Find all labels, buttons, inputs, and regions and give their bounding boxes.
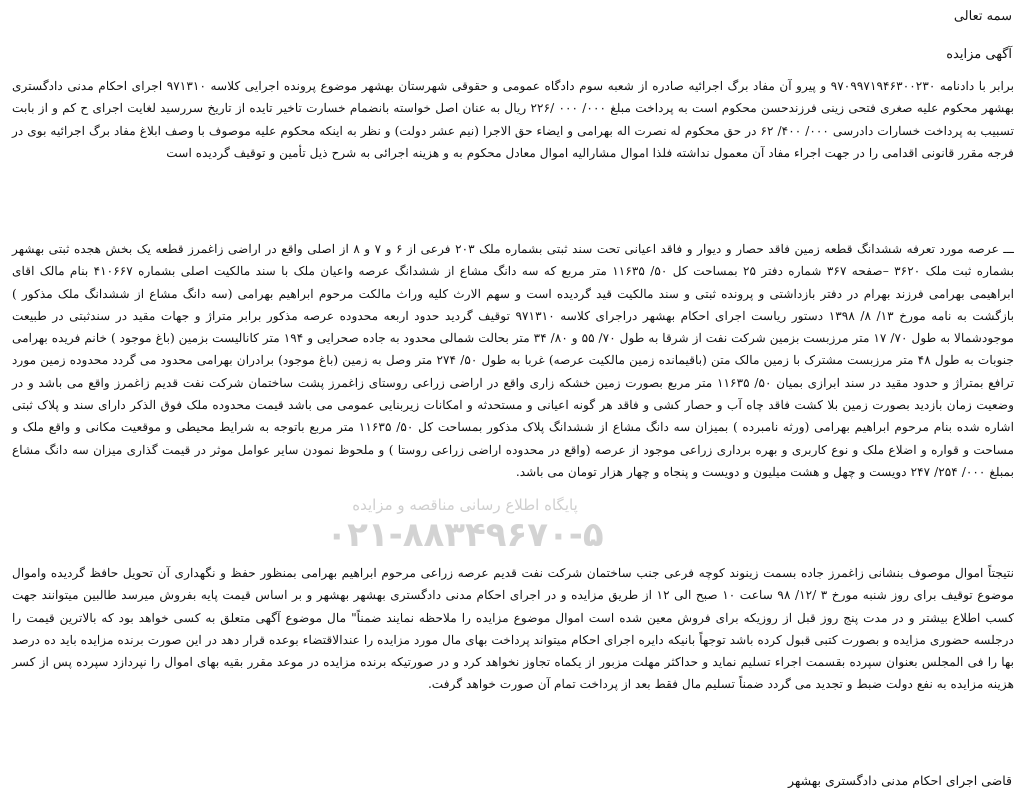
paragraph-judgment: برابر با دادنامه ۹۷۰۹۹۷۱۹۴۶۳۰۰۲۳۰ و پیرو آن مفاد برگ اجرائیه صادره از شعبه سوم دادگاه عمومی و حقوقی شهرستان بهشهر موضوع پرونده اجرایی کلاسه ۹۷۱۳۱۰ اجرای احکام مدنی دادگستری بهشهر محکوم علیه صغری فتحی زینی فرزندحسن محکوم است به پرداخت مبلغ ۰۰۰/ ۰۰۰ /۲۲۶ ریال به عنان اصل خواسته بانضمام خسارت تاخیر تایده از تاریخ سررسید لغایت اجرای ح کم و از بابت تسبیب به پرداخت خسارات دادرسی ۰۰۰/ ۴۰۰/ ۶۲ در حق محکوم له نصرت اله بهرامی و ایضاء حق الاجرا (نیم عشر دولت) و نظر به اینکه محکوم علیه موصوف با وصف ابلاغ مفاد برگ اجرائیه بوی در فرجه مقرر قانونی اقدامی را در جهت اجراء مفاد آن معمول نداشته فلذا اموال مشارالیه اموال معادل محکوم به و هزینه اجرائی به شرح ذیل تأمین و توقیف گردیده است [12,79,1014,160]
watermark-text: پایگاه اطلاع رسانی مناقصه و مزایده [352,496,578,514]
signature: قاضی اجرای احکام مدنی دادگستری بهشهر [787,773,1012,788]
watermark-phone: ۰۲۱-۸۸۳۴۹۶۷۰-۵ [326,515,604,555]
paragraph-property-description: ـــ عرصه مورد تعرفه ششدانگ قطعه زمین فاقد حصار و دیوار و فاقد اعیانی تحت سند ثبتی بشماره ملک ۲۰۳ فرعی از ۶ و ۷ و ۸ از اصلی واقع در اراضی زاغمرز قطعه یک بخش هجده ثبتی بهشهر بشماره ثبت ملک ۳۶۲۰ –صفحه ۳۶۷ شماره دفتر ۲۵ بمساحت کل ۵۰/ ۱۱۶۳۵ متر مربع که سه دانگ مشاع از ششدانگ عرصه واعیان ملک با سند مالکیت اصلی بشماره ۴۱۰۶۶۷ بنام مالک اقای ابراهیمی بهرامی فرزند بهرام در دفتر بازداشتی و پرونده ثبتی و سند مالکیت قید گردیده است و سهم الارث کلیه وراث مالکت مرحوم ابراهیم بهرامی (سه دانگ مشاع از ششدانگ ملک مذکور ) بازگشت به نامه مورخ ۱۳/ ۸/ ۱۳۹۸ دستور ریاست اجرای احکام بهشهر دراجرای کلاسه ۹۷۱۳۱۰ توقیف گردید حدود اربعه محدوده عرصه مذکور برابر متراژ و جهات مقید در سندثبتی در طبیعت موجودشمالا به طول ۷۰/ ۱۷ متر مرزبست بزمین شرکت نفت از شرقا به طول ۷۰/ ۵۵ و ۸۰/ ۳۴ متر بحالت شمالی محدود به جاده صحرایی و ۱۹۴ متر کانالیست بزمین (باغ موجود ) خانم فریده بهرامی جنوبات به طول ۴۸ متر مرزبست مشترک با زمین مالک متن (باقیمانده زمین مالکیت عرصه) غربا به طول ۵۰/ ۲۷۴ متر وصل به زمین (باغ موجود) برادران بهرامی محدود می گردد محدوده زمین مورد ترافع بمتراژ و حدود مقید در سند ابرازی بمیان ۵۰/ ۱۱۶۳۵ متر مربع بصورت زمین خشکه زاری واقع در اراضی زراعی روستای زاغمرز پشت ساختمان شرکت نفت قدیم زاغمرز واقع می باشد و در وضعیت زمان بازدید بصورت زمین بلا کشت فاقد چاه آب و حصار کشی و فاقد هر گونه اعیانی و مستحدثه و امکانات زیربنایی عمومی می باشد قیمت محدوده ملک فوق الذکر دارای سند و پلاک ثبتی اشاره شده بنام مرحوم ابراهیم بهرامی (ورثه نامبرده ) بمیزان سه دانگ مشاع از ششدانگ پلاک مذکور بمساحت کل ۵۰/ ۱۱۶۳۵ متر مربع باتوجه به شرایط محیطی و موقعیت مکانی و واقع ملک و مساحت و قواره و اضلاع ملک و نوع کاربری و بهره برداری زراعی موجود از عرصه (واقع در محدوده اراضی زراعی روستا ) و ملحوظ نمودن سایر عوامل موثر در قیمت گذاری میزان سه دانگ مشاع بمبلغ ۰۰۰/ ۲۵۴/ ۲۴۷ دویست و چهل و هشت میلیون و دویست و پنجاه و چهار هزار تومان می باشد. [12,242,1015,479]
paragraph-auction-terms: نتیجتاً اموال موصوف بنشانی زاغمرز جاده بسمت زینوند کوچه فرعی جنب ساختمان شرکت نفت قدیم عرصه زراعی مرحوم ابراهیم بهرامی بمنظور حفظ و نگهداری آن تحویل حافظ گردیده واموال موضوع توقیف برای روز شنبه مورخ ۳ /۱۲/ ۹۸ ساعت ۱۰ صبح الی ۱۲ از طریق مزایده و در اجرای احکام مدنی دادگستری بهشهر بهشهر و بر اساس قیمت پایه بفروش میرسد طالبین میتوانند جهت کسب اطلاع بیشتر و در مدت پنج روز قبل از روزیکه برای فروش معین شده است اموال موضوع مزایده را ملاحظه نمایند ضمناً" مال موضوع آگهی متعلق به کسی خواهد بود که بالاترین قیمت را درجلسه حضوری مزایده و بصورت کتبی قبول کرده باشد توجهاً بانیکه دایره اجرای احکام میتواند پرداخت بهای مال مورد مزایده را عندالاقتضاء بوعده قرار دهد در این صورت برنده مزایده باید ده درصد بها را فی المجلس بعنوان سپرده بقسمت اجراء تسلیم نماید و حداکثر مهلت مزبور از یکماه تجاوز نخواهد کرد و در صورتیکه برنده مزایده در موعد مقرر بقیه بهای اموال را نپردازد سپرده پس از کسر هزینه مزایده به نفع دولت ضبط و تجدید می گردد ضمناً تسلیم مال فقط بعد از پرداخت تمام آن صورت خواهد گرفت. [12,566,1015,692]
notice-title: آگهی مزایده [946,47,1012,62]
header-title: سمه تعالی [953,9,1012,24]
watermark [230,495,700,565]
